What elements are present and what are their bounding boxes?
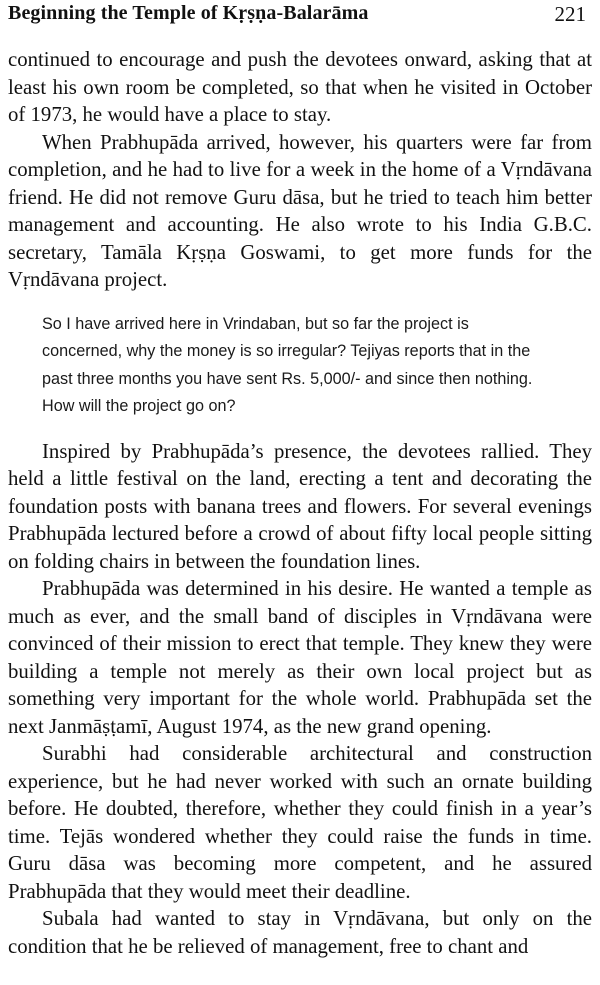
running-header	[8, 0, 592, 46]
page-body	[8, 46, 592, 960]
letter-quote: So I have arrived here in Vrindaban, but so far the project is concerned, why the money is so irregular? Tejiyas reports that in the past three months you have sent Rs. 5,000/- and since then nothing. How will the project go on?	[42, 314, 533, 415]
running-title: Beginning the Temple of Kṛṣṇa-Balarāma	[8, 2, 369, 24]
paragraph: Prabhupāda was determined in his desire. He wanted a temple as much as ever, and the small band of disciples in Vṛndāvana were convinced of their mission to erect that temple. They knew they were building a temple not merely as their own local project but as something very important for the whole world. Prabhupāda set the next Janmāṣṭamī, August 1974, as the new grand opening.	[8, 577, 592, 738]
paragraph-continued: continued to encourage and push the devotees onward, asking that at least his own room be completed, so that when he visited in October of 1973, he would have a place to stay.	[8, 48, 592, 126]
page-number: 221	[554, 2, 586, 26]
paragraph: When Prabhupāda arrived, however, his quarters were far from completion, and he had to live for a week in the home of a Vṛndāvana friend. He did not remove Guru dāsa, but he tried to teach him better management and accounting. He also wrote to his India G.B.C. secretary, Tamāla Kṛṣṇa Goswami, to get more funds for the Vṛndāvana project.	[8, 130, 592, 291]
paragraph: Subala had wanted to stay in Vṛndāvana, but only on the condition that he be relieved of management, free to chant and	[8, 907, 592, 958]
paragraph: Inspired by Prabhupāda’s presence, the devotees rallied. They held a little festival on the land, erecting a tent and decorating the foundation posts with banana trees and flowers. For several evenings Prabhupāda lectured before a crowd of about fifty local people sitting on folding chairs in between the foundation lines.	[8, 439, 592, 573]
paragraph: Surabhi had considerable architectural and construction experience, but he had never worked with such an ornate building before. He doubted, therefore, whether they could finish in a year’s time. Tejās wondered whether they could raise the funds in time. Guru dāsa was becoming more competent, and he assured Prabhupāda that they would meet their deadline.	[8, 742, 592, 903]
